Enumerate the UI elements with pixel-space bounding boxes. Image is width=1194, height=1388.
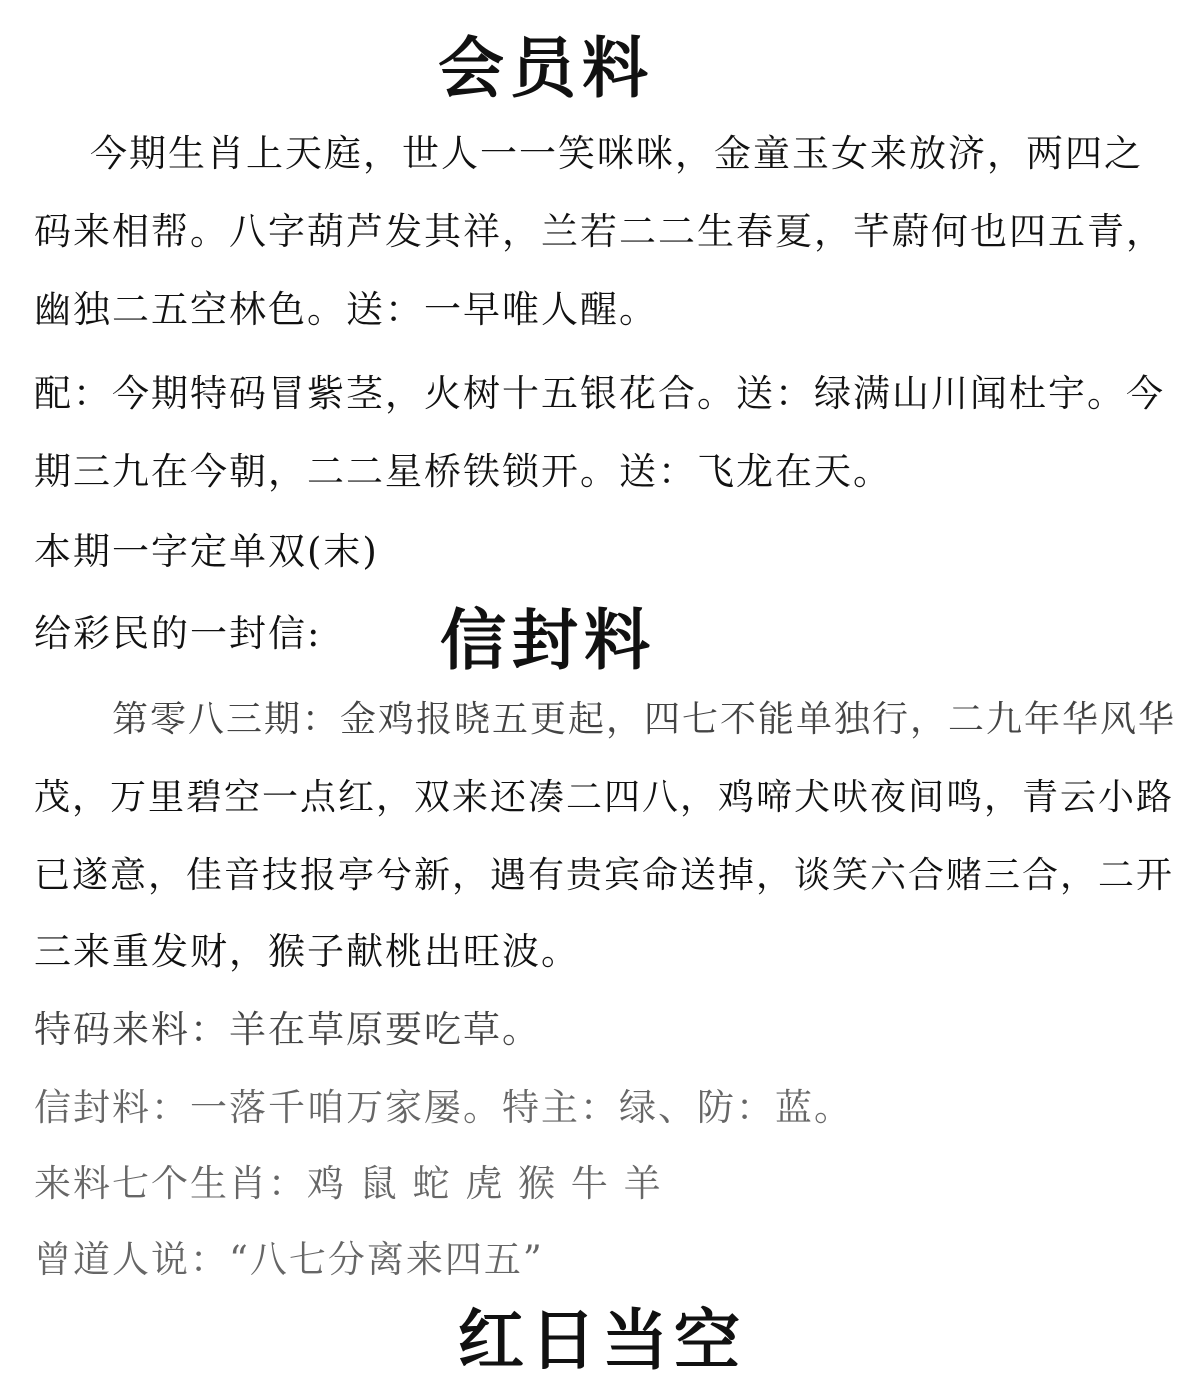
member-line-5: 期三九在今朝，二二星桥铁锁开。送：飞龙在天。 — [34, 450, 892, 493]
envelope-material-line: 信封料：一落千咱万家屡。特主：绿、防：蓝。 — [34, 1086, 853, 1129]
member-line-6: 本期一字定单双(末) — [34, 530, 379, 573]
envelope-line-2: 茂，万里碧空一点红，双来还凑二四八，鸡啼犬吠夜间鸣，青云小路 — [34, 777, 1175, 818]
letter-label: 给彩民的一封信: — [34, 612, 322, 655]
member-line-4: 配：今期特码冒紫茎，火树十五银花合。送：绿满山川闻杜宇。今 — [34, 372, 1165, 415]
envelope-line-3: 已遂意，佳音技报亭兮新，遇有贵宾命送掉，谈笑六合赌三合，二开 — [34, 855, 1175, 896]
member-line-3: 幽独二五空林色。送：一早唯人醒。 — [34, 288, 658, 331]
envelope-line-4: 三来重发财，猴子献桃出旺波。 — [34, 930, 580, 973]
envelope-line-1: 第零八三期：金鸡报晓五更起，四七不能单独行，二九年华风华 — [112, 699, 1177, 740]
footer-title: 红日当空 — [458, 1301, 746, 1379]
member-title: 会员料 — [438, 29, 654, 107]
member-line-1: 今期生肖上天庭，世人一一笑咪咪，金童玉女来放济，两四之 — [90, 132, 1143, 175]
special-source-line: 特码来料：羊在草原要吃草。 — [34, 1008, 541, 1051]
taoist-line: 曾道人说：“八七分离来四五” — [34, 1238, 544, 1281]
member-line-2: 码来相帮。八字葫芦发其祥，兰若二二生春夏，芊蔚何也四五青， — [34, 210, 1165, 253]
envelope-title: 信封料 — [440, 601, 656, 679]
zodiac-line: 来料七个生肖：鸡 鼠 蛇 虎 猴 牛 羊 — [34, 1162, 663, 1205]
